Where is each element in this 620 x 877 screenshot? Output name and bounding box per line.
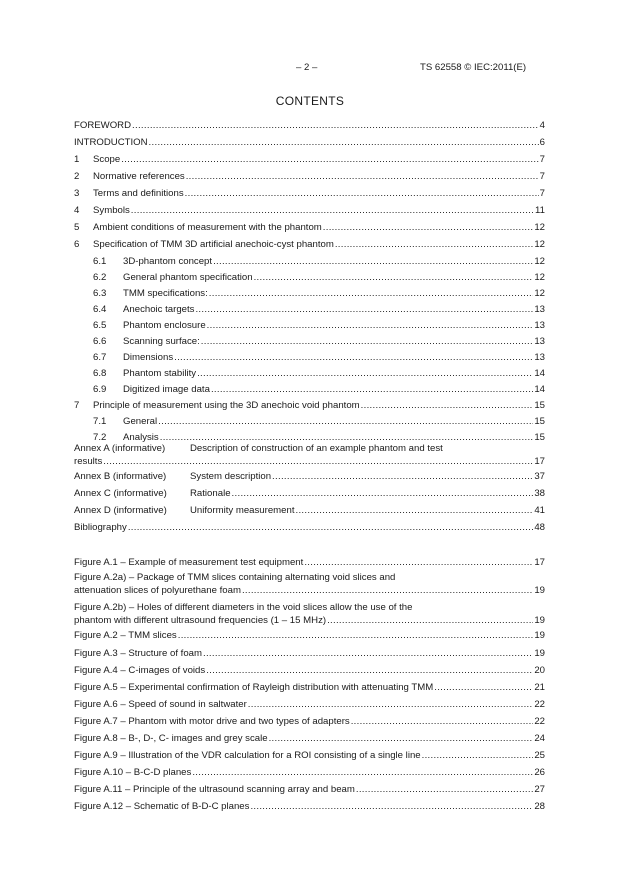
toc-entry-label: Symbols: [93, 205, 130, 216]
figure-entry-page: 24: [534, 733, 545, 744]
toc-entry-annex-a[interactable]: [74, 443, 545, 467]
figure-entry-page: 22: [534, 716, 545, 727]
page-number: – 2 –: [296, 62, 318, 73]
toc-entry-label-cont: results: [74, 456, 103, 467]
toc-entry-page: 4: [539, 120, 545, 131]
figure-entry-page: 27: [534, 784, 545, 795]
toc-entry-label: Digitized image data: [123, 384, 210, 395]
figure-entry-a2a[interactable]: [74, 572, 545, 596]
toc-entry-6-3[interactable]: [74, 287, 545, 300]
toc-entry-7-1[interactable]: [74, 415, 545, 428]
annex-id: Annex A (informative): [74, 443, 166, 454]
figure-entry-page: 21: [534, 682, 545, 693]
toc-entry-introduction[interactable]: [74, 136, 545, 149]
figure-entry-label: Figure A.5 – Experimental confirmation of Rayleigh distribution with attenuating TMM: [74, 682, 434, 693]
toc-entry-1[interactable]: [74, 153, 545, 166]
toc-entry-label: Phantom enclosure: [123, 320, 206, 331]
figure-entry-a2[interactable]: [74, 629, 545, 642]
toc-entry-label: Principle of measurement using the 3D anechoic void phantom: [93, 400, 360, 411]
figure-entry-label: Figure A.1 – Example of measurement test equipment: [74, 557, 304, 568]
figure-entry-page: 26: [534, 767, 545, 778]
figure-entry-a11[interactable]: [74, 783, 545, 796]
toc-entry-number: 6.4: [93, 304, 107, 315]
toc-entry-3[interactable]: [74, 187, 545, 200]
toc-entry-label: Phantom stability: [123, 368, 197, 379]
toc-entry-page: 12: [534, 288, 545, 299]
figure-entry-page: 28: [534, 801, 545, 812]
toc-entry-6-6[interactable]: [74, 335, 545, 348]
figure-entry-label: Figure A.10 – B-C-D planes: [74, 767, 192, 778]
toc-entry-label: 3D-phantom concept: [123, 256, 213, 267]
toc-entry-number: 6.8: [93, 368, 107, 379]
figure-entry-a9[interactable]: [74, 749, 545, 762]
annex-id: Annex C (informative): [74, 488, 167, 499]
figure-entry-label: Figure A.4 – C-images of voids: [74, 665, 206, 676]
toc-entry-number: 6: [74, 239, 80, 250]
figure-entry-a2b[interactable]: [74, 602, 545, 626]
toc-entry-label: INTRODUCTION: [74, 137, 148, 148]
toc-entry-label: Analysis: [123, 432, 159, 443]
figure-entry-a10[interactable]: [74, 766, 545, 779]
toc-entry-number: 6.9: [93, 384, 107, 395]
figure-entry-page: 19: [534, 648, 545, 659]
toc-entry-number: 1: [74, 154, 80, 165]
toc-entry-label: Description of construction of an example phantom and test: [190, 443, 443, 454]
toc-entry-number: 6.3: [93, 288, 107, 299]
figure-entry-page: 17: [534, 557, 545, 568]
toc-entry-annex-d[interactable]: [74, 504, 545, 517]
toc-entry-6[interactable]: [74, 238, 545, 251]
figure-entry-label: Figure A.6 – Speed of sound in saltwater: [74, 699, 247, 710]
toc-entry-number: 6.2: [93, 272, 107, 283]
toc-entry-page: 12: [534, 272, 545, 283]
toc-entry-annex-b[interactable]: [74, 470, 545, 483]
toc-entry-number: 2: [74, 171, 80, 182]
figure-entry-a7[interactable]: [74, 715, 545, 728]
annex-id: Annex D (informative): [74, 505, 167, 516]
figure-entry-page: 25: [534, 750, 545, 761]
toc-entry-page: 11: [535, 205, 545, 216]
figure-entry-label: Figure A.7 – Phantom with motor drive and two types of adapters: [74, 716, 350, 727]
toc-entry-page: 17: [534, 456, 545, 467]
toc-entry-page: 14: [534, 368, 545, 379]
toc-entry-6-8[interactable]: [74, 367, 545, 380]
toc-entry-4[interactable]: [74, 204, 545, 217]
toc-entry-page: 13: [534, 336, 545, 347]
toc-entry-6-2[interactable]: [74, 271, 545, 284]
toc-entry-page: 14: [534, 384, 545, 395]
toc-entry-page: 13: [534, 352, 545, 363]
figure-entry-page: 19: [534, 615, 545, 626]
toc-entry-label: Uniformity measurement: [190, 505, 295, 516]
figure-entry-label: Figure A.8 – B-, D-, C- images and grey scale: [74, 733, 268, 744]
figure-entry-a4[interactable]: [74, 664, 545, 677]
toc-entry-number: 6.5: [93, 320, 107, 331]
toc-entry-page: 15: [534, 416, 545, 427]
toc-entry-number: 5: [74, 222, 80, 233]
toc-entry-annex-c[interactable]: [74, 487, 545, 500]
figure-entry-a1[interactable]: [74, 556, 545, 569]
toc-entry-number: 7.1: [93, 416, 107, 427]
toc-entry-label: System description: [190, 471, 272, 482]
toc-entry-label: TMM specifications:: [123, 288, 208, 299]
figure-entry-label: Figure A.2 – TMM slices: [74, 630, 177, 641]
toc-entry-page: 12: [534, 222, 545, 233]
figure-entry-a5[interactable]: [74, 681, 545, 694]
toc-entry-page: 12: [534, 239, 545, 250]
toc-entry-number: 4: [74, 205, 80, 216]
figure-entry-label-cont: phantom with different ultrasound frequencies (1 – 15 MHz): [74, 615, 327, 626]
toc-entry-label: Scope: [93, 154, 121, 165]
toc-entry-label: Normative references: [93, 171, 185, 182]
figure-entry-a6[interactable]: [74, 698, 545, 711]
toc-entry-page: 12: [534, 256, 545, 267]
toc-entry-label: Scanning surface:: [123, 336, 200, 347]
toc-entry-number: 3: [74, 188, 80, 199]
toc-entry-number: 7.2: [93, 432, 107, 443]
toc-entry-label: Rationale: [190, 488, 231, 499]
toc-entry-6-5[interactable]: [74, 319, 545, 332]
toc-entry-label: Dimensions: [123, 352, 174, 363]
toc-entry-7[interactable]: [74, 399, 545, 412]
toc-entry-6-7[interactable]: [74, 351, 545, 364]
toc-entry-foreword[interactable]: [74, 119, 545, 132]
annex-id: Annex B (informative): [74, 471, 167, 482]
toc-entry-5[interactable]: [74, 221, 545, 234]
toc-entry-label: General: [123, 416, 158, 427]
toc-entry-number: 7: [74, 400, 80, 411]
toc-entry-page: 37: [534, 471, 545, 482]
toc-entry-page: 7: [539, 188, 545, 199]
toc-entry-bibliography[interactable]: [74, 521, 545, 534]
figure-entry-page: 19: [534, 630, 545, 641]
toc-entry-label: Specification of TMM 3D artificial anechoic-cyst phantom: [93, 239, 334, 250]
figure-entry-page: 19: [534, 585, 545, 596]
document-reference: TS 62558 © IEC:2011(E): [420, 62, 527, 73]
toc-entry-page: 15: [534, 432, 545, 443]
toc-entry-page: 6: [539, 137, 545, 148]
figure-entry-a3[interactable]: [74, 647, 545, 660]
toc-entry-page: 15: [534, 400, 545, 411]
figure-entry-a12[interactable]: [74, 800, 545, 813]
toc-entry-label: FOREWORD: [74, 120, 132, 131]
figure-entry-label: Figure A.9 – Illustration of the VDR calculation for a ROI consisting of a single line: [74, 750, 421, 761]
figure-entry-label: Figure A.11 – Principle of the ultrasound scanning array and beam: [74, 784, 355, 795]
figure-entry-a8[interactable]: [74, 732, 545, 745]
figure-entry-page: 22: [534, 699, 545, 710]
toc-entry-6-9[interactable]: [74, 383, 545, 396]
toc-entry-6-1[interactable]: [74, 255, 545, 268]
figure-entry-label: Figure A.12 – Schematic of B-D-C planes: [74, 801, 250, 812]
page-title: CONTENTS: [275, 94, 345, 108]
toc-entry-label: Ambient conditions of measurement with the phantom: [93, 222, 322, 233]
figure-entry-label: Figure A.2b) – Holes of different diameters in the void slices allow the use of the: [74, 602, 413, 613]
figure-entry-label: Figure A.3 – Structure of foam: [74, 648, 202, 659]
toc-entry-label: Bibliography: [74, 522, 127, 533]
toc-entry-page: 38: [534, 488, 545, 499]
figure-entry-label-cont: attenuation slices of polyurethane foam: [74, 585, 241, 596]
toc-entry-page: 7: [539, 154, 545, 165]
toc-entry-number: 6.7: [93, 352, 107, 363]
toc-entry-label: Anechoic targets: [123, 304, 195, 315]
toc-entry-page: 13: [534, 304, 545, 315]
toc-entry-number: 6.6: [93, 336, 107, 347]
toc-entry-6-4[interactable]: [74, 303, 545, 316]
toc-entry-page: 48: [534, 522, 545, 533]
toc-entry-page: 41: [534, 505, 545, 516]
toc-entry-page: 7: [539, 171, 545, 182]
toc-entry-page: 13: [534, 320, 545, 331]
toc-entry-number: 6.1: [93, 256, 107, 267]
figure-entry-label: Figure A.2a) – Package of TMM slices containing alternating void slices and: [74, 572, 396, 583]
toc-entry-label: Terms and definitions: [93, 188, 184, 199]
figure-entry-page: 20: [534, 665, 545, 676]
toc-entry-2[interactable]: [74, 170, 545, 183]
toc-entry-label: General phantom specification: [123, 272, 253, 283]
